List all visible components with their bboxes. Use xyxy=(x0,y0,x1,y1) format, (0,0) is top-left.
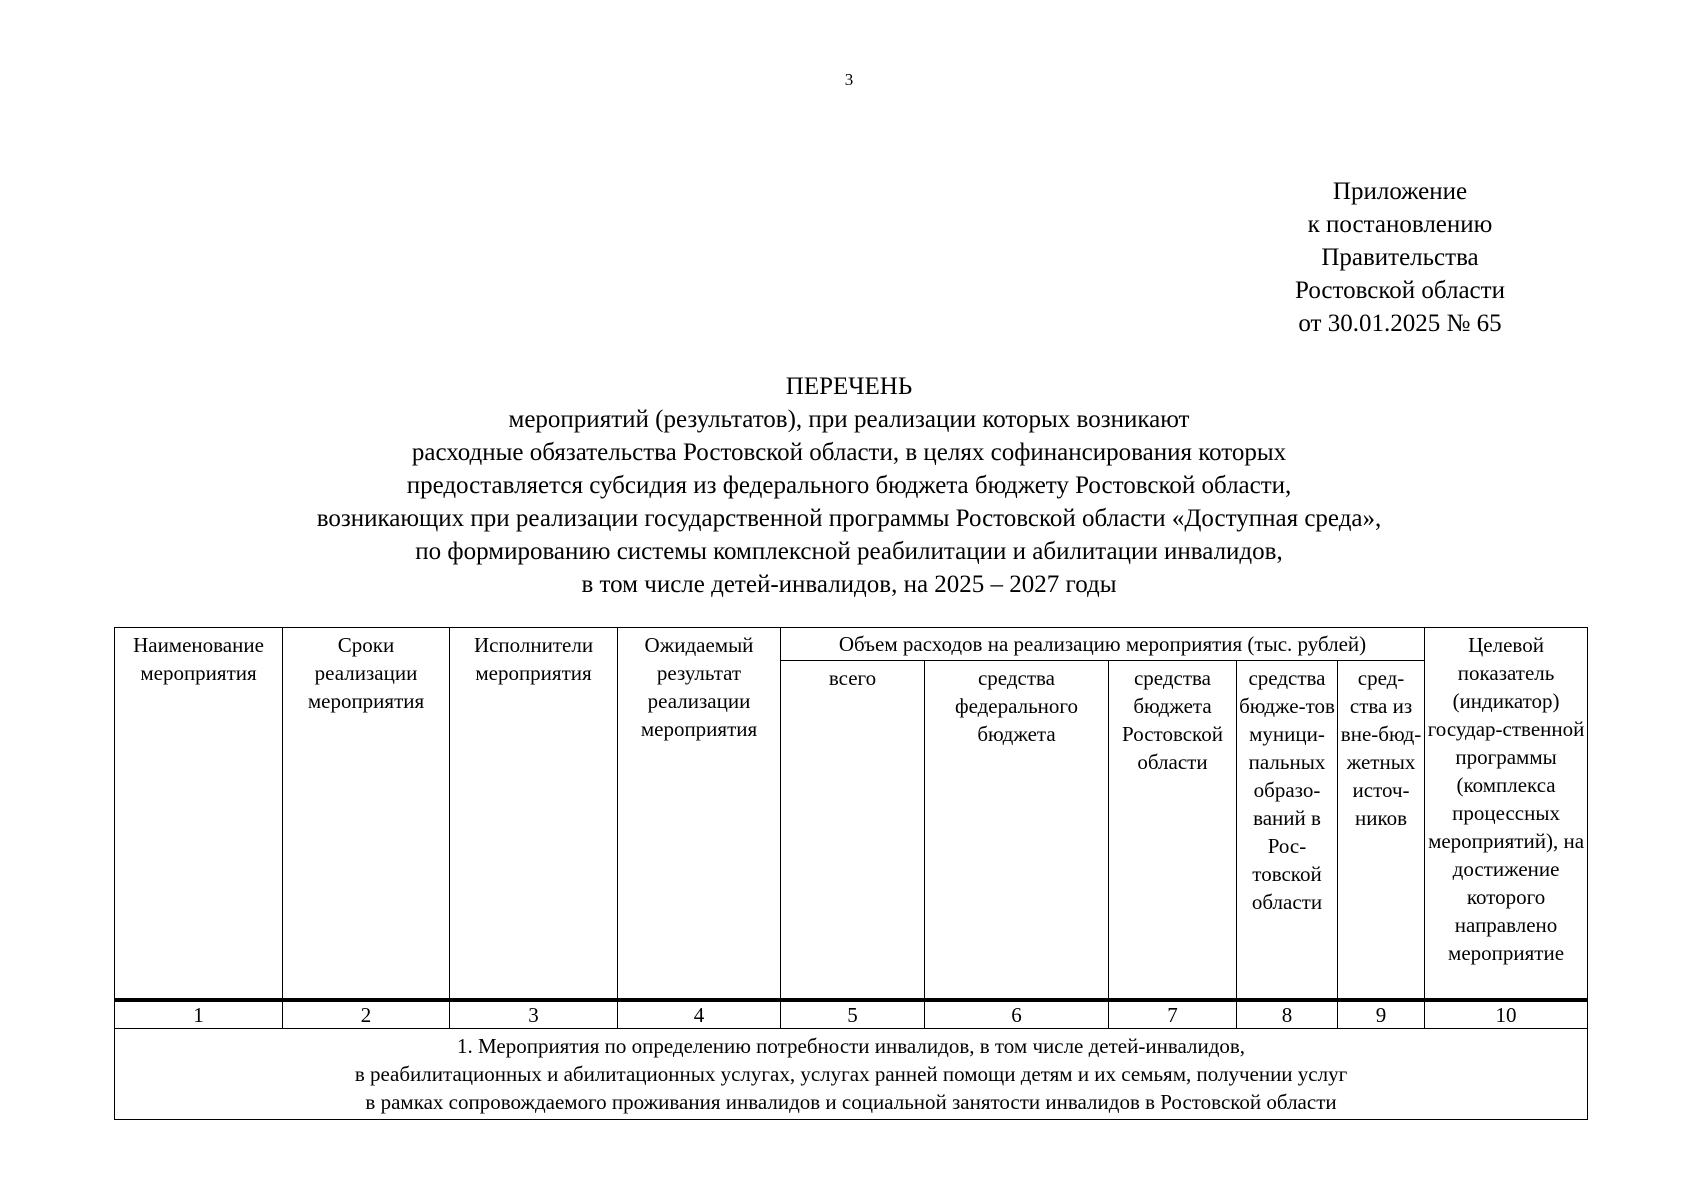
appendix-block xyxy=(1240,175,1560,340)
header-federal: средства федерального бюджета xyxy=(925,661,1109,1000)
column-numbers-row xyxy=(115,1000,1588,1029)
column-number: 5 xyxy=(781,1000,925,1029)
header-executors: Исполнители мероприятия xyxy=(450,628,618,1000)
title-line: расходные обязательства Ростовской области, в целях софинансирования которых xyxy=(411,439,1287,466)
section-heading-line: в рамках сопровождаемого проживания инвалидов и социальной занятости инвалидов в Ростовской области xyxy=(365,1089,1337,1114)
header-regional: средства бюджета Ростовской области xyxy=(1109,661,1237,1000)
title-line: предоставляется субсидия из федерального бюджета бюджету Ростовской области, xyxy=(406,472,1292,499)
column-number: 6 xyxy=(925,1000,1109,1029)
section-heading-line: в реабилитационных и абилитационных услугах, услугах ранней помощи детям и их семьям, получении услуг xyxy=(354,1061,1348,1086)
header-municipal: средства бюдже-тов муници-пальных образо-ваний в Рос-товской области xyxy=(1237,661,1338,1000)
column-number: 10 xyxy=(1425,1000,1588,1029)
header-expenses-group: Объем расходов на реализацию мероприятия (тыс. рублей) xyxy=(781,628,1425,661)
appendix-line: к постановлению xyxy=(1307,211,1493,238)
column-number: 2 xyxy=(283,1000,450,1029)
column-number: 4 xyxy=(618,1000,781,1029)
title-line: в том числе детей-инвалидов, на 2025 – 2027 годы xyxy=(581,571,1117,598)
appendix-line: Правительства xyxy=(1321,244,1479,271)
appendix-line: Приложение xyxy=(1332,178,1468,205)
header-terms: Сроки реализации мероприятия xyxy=(283,628,450,1000)
header-row xyxy=(115,628,1588,661)
section-heading xyxy=(115,1028,1588,1119)
title-line: по формированию системы комплексной реабилитации и абилитации инвалидов, xyxy=(415,538,1283,565)
title-line: мероприятий (результатов), при реализации которых возникают xyxy=(508,406,1190,433)
section-heading-line: 1. Мероприятия по определению потребности инвалидов, в том числе детей-инвалидов, xyxy=(456,1033,1246,1058)
header-extrabudget: сред-ства из вне-бюд-жетных источ-ников xyxy=(1338,661,1425,1000)
column-number: 3 xyxy=(450,1000,618,1029)
column-number: 1 xyxy=(115,1000,283,1029)
appendix-line: от 30.01.2025 № 65 xyxy=(1298,310,1502,337)
appendix-line: Ростовской области xyxy=(1295,277,1505,304)
title-line: возникающих при реализации государственной программы Ростовской области «Доступная среда», xyxy=(316,505,1382,532)
column-number: 8 xyxy=(1237,1000,1338,1029)
page-number: 3 xyxy=(844,70,854,89)
measures-table xyxy=(114,627,1588,1120)
header-indicator: Целевой показатель (индикатор) государ-ственной программы (комплекса процессных мероприятий), на достижение которого направлено мероприятие xyxy=(1425,628,1588,1000)
header-expected-result: Ожидаемый результат реализации мероприятия xyxy=(618,628,781,1000)
header-name: Наименование мероприятия xyxy=(115,628,283,1000)
header-total: всего xyxy=(781,661,925,1000)
section-row xyxy=(115,1028,1588,1119)
column-number: 7 xyxy=(1109,1000,1237,1029)
column-number: 9 xyxy=(1338,1000,1425,1029)
document-title: ПЕРЕЧЕНЬ xyxy=(785,373,913,400)
document-title-block xyxy=(0,370,1698,601)
